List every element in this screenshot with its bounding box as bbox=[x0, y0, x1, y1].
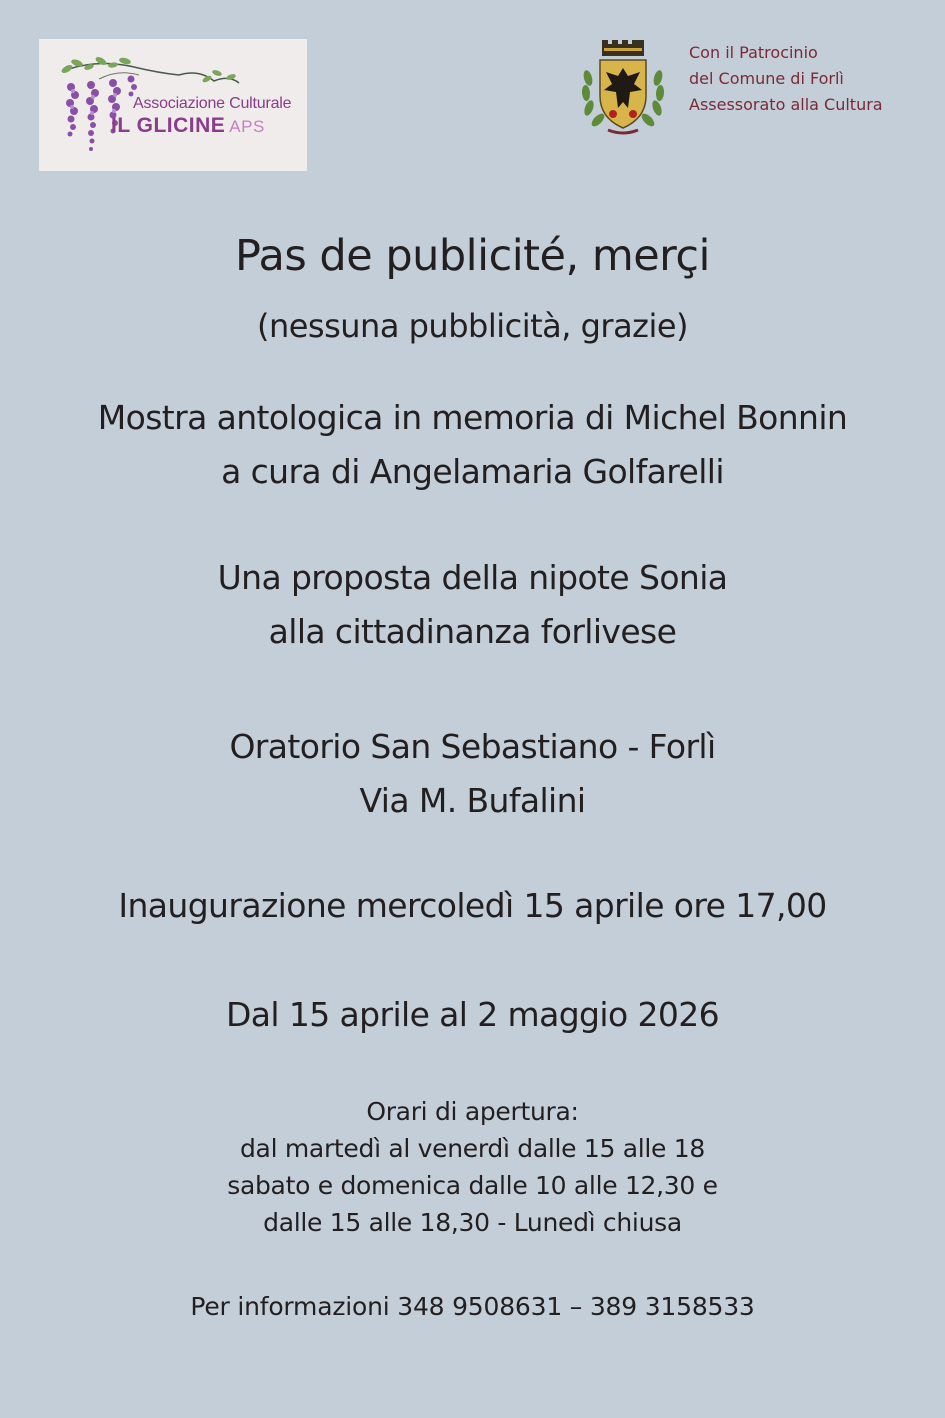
opening-hours-line: dalle 15 alle 18,30 - Lunedì chiusa bbox=[263, 1208, 682, 1237]
proposal-line-2: alla cittadinanza forlivese bbox=[268, 612, 677, 651]
association-name-main: IL GLICINE bbox=[111, 114, 226, 137]
association-logo bbox=[39, 39, 307, 171]
venue bbox=[0, 720, 945, 828]
exhibition-description bbox=[0, 391, 945, 499]
exhibition-line-2: a cura di Angelamaria Golfarelli bbox=[221, 452, 724, 491]
association-name-suffix: APS bbox=[229, 117, 265, 136]
event-title: Pas de publicité, merçi bbox=[235, 231, 710, 281]
association-name-line1: Associazione Culturale bbox=[133, 95, 292, 112]
proposal-text bbox=[0, 551, 945, 659]
patronage-text bbox=[689, 40, 883, 118]
contact-info: Per informazioni 348 9508631 – 389 3158533 bbox=[190, 1292, 755, 1321]
venue-address: Via M. Bufalini bbox=[359, 781, 586, 820]
inauguration: Inaugurazione mercoledì 15 aprile ore 17,00 bbox=[118, 886, 827, 925]
exhibition-line-1: Mostra antologica in memoria di Michel Bonnin bbox=[97, 398, 848, 437]
event-subtitle: (nessuna pubblicità, grazie) bbox=[256, 307, 689, 345]
proposal-line-1: Una proposta della nipote Sonia bbox=[217, 558, 728, 597]
exhibition-dates: Dal 15 aprile al 2 maggio 2026 bbox=[225, 995, 720, 1034]
forli-coat-of-arms-icon bbox=[578, 38, 668, 138]
venue-name: Oratorio San Sebastiano - Forlì bbox=[229, 727, 716, 766]
patronage-line: del Comune di Forlì bbox=[689, 69, 844, 88]
opening-hours-heading: Orari di apertura: bbox=[366, 1097, 579, 1126]
patronage-line: Con il Patrocinio bbox=[689, 43, 818, 62]
opening-hours bbox=[0, 1093, 945, 1241]
patronage-line: Assessorato alla Cultura bbox=[689, 95, 883, 114]
opening-hours-line: dal martedì al venerdì dalle 15 alle 18 bbox=[239, 1134, 705, 1163]
opening-hours-line: sabato e domenica dalle 10 alle 12,30 e bbox=[227, 1171, 718, 1200]
association-name-line2 bbox=[111, 114, 265, 138]
